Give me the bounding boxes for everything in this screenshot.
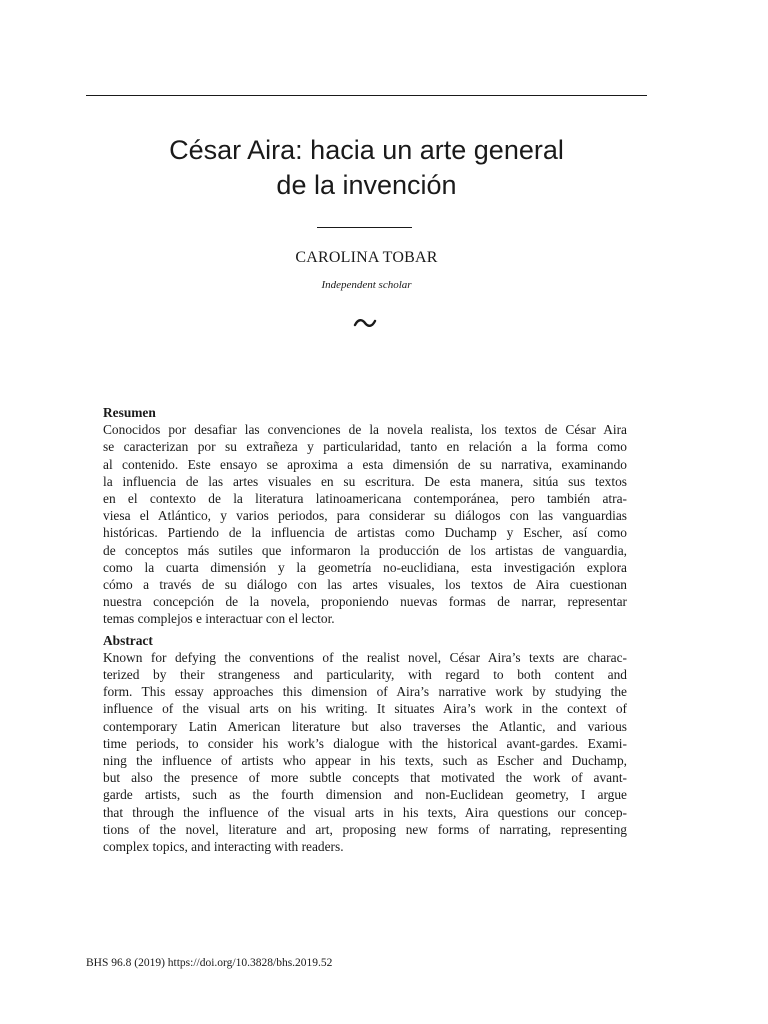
resumen-line: Conocidos por desafiar las convenciones de la novela realista, los textos de César Aira	[103, 422, 627, 438]
author-affiliation: Independent scholar	[321, 279, 412, 291]
abstract-line: that through the influence of the visual arts in his texts, Aira questions our concep-	[103, 804, 627, 820]
abstract-line: time periods, to consider his work’s dialogue with the historical avant-gardes. Exami-	[103, 735, 627, 751]
abstract-line: but also the presence of more subtle concepts that motivated the work of avant-	[103, 770, 627, 786]
article-title-line-2: de la invención	[276, 170, 457, 200]
resumen-heading: Resumen	[103, 405, 156, 420]
citation-footer: BHS 96.8 (2019) https://doi.org/10.3828/bhs.2019.52	[86, 957, 333, 969]
resumen-line: al contenido. Este ensayo se aproxima a esta dimensión de su narrativa, examinando	[103, 456, 627, 472]
resumen-line: nuestra concepción de la novela, proponiendo nuevas formas de narrar, representar	[103, 594, 627, 610]
abstract-line: ning the influence of artists who appear in his texts, such as Escher and Duchamp,	[103, 753, 627, 769]
abstract-heading: Abstract	[103, 632, 153, 648]
abstract-line: Known for defying the conventions of the realist novel, César Aira’s texts are charac-	[103, 649, 627, 665]
resumen-line: como la cuarta dimensión y la geometría no-euclidiana, esta investigación explora	[103, 559, 627, 575]
ornament-swash-icon	[352, 316, 378, 330]
header-rule	[86, 95, 647, 96]
resumen-line: la influencia de las artes visuales en su escritura. De esta manera, sitúa sus textos	[103, 473, 627, 489]
abstract-line: tions of the novel, literature and art, proposing new forms of narrating, representing	[103, 821, 627, 837]
article-title-line-1: César Aira: hacia un arte general	[169, 135, 564, 165]
resumen-line: viesa el Atlántico, y varios periodos, para considerar su diálogos con las vanguardias	[103, 508, 627, 524]
resumen-line: en el contexto de la literatura latinoamericana contemporánea, pero también atra-	[103, 491, 627, 507]
resumen-line: de conceptos más sutiles que informaron la producción de los artistas de vanguardia,	[103, 542, 627, 558]
article-title	[86, 133, 647, 203]
abstract-line: contemporary Latin American literature but also traverses the Atlantic, and various	[103, 718, 627, 734]
abstract-body	[103, 649, 627, 855]
abstract-line: influence of the visual arts on his writing. It situates Aira’s work in the context of	[103, 701, 627, 717]
resumen-line: cómo a través de su diálogo con las artes visuales, los textos de Aira cuestionan	[103, 577, 627, 593]
abstract-line: terized by their strangeness and particularity, with regard to both content and	[103, 667, 627, 683]
abstract-line: complex topics, and interacting with readers.	[103, 839, 344, 855]
resumen-line: temas complejos e interactuar con el lector.	[103, 611, 335, 627]
resumen-body	[103, 421, 627, 627]
resumen-line: se caracterizan por su extrañeza y particularidad, tanto en relación a la forma como	[103, 439, 627, 455]
abstract-line: form. This essay approaches this dimension of Aira’s narrative work by studying the	[103, 684, 627, 700]
article-abstracts	[103, 404, 627, 855]
abstract-line: garde artists, such as the fourth dimension and non-Euclidean geometry, I argue	[103, 787, 627, 803]
author-name: CAROLINA TOBAR	[295, 249, 438, 266]
title-divider	[317, 227, 412, 228]
resumen-line: históricas. Partiendo de la influencia de artistas como Duchamp y Escher, así como	[103, 525, 627, 541]
